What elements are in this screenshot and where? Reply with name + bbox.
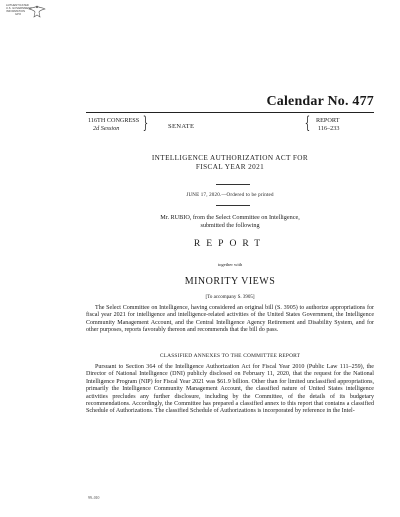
report-label: REPORT (316, 117, 340, 124)
title-line: FISCAL YEAR 2021 (195, 163, 265, 171)
congress-label: 116TH CONGRESS (88, 117, 140, 124)
right-brace-icon: } (142, 113, 149, 133)
seal-line: U.S. GOVERNMENT (6, 7, 32, 11)
seal-line: INFORMATION (6, 10, 26, 14)
authentication-seal (6, 4, 58, 22)
seal-line: AUTHENTICATED (6, 4, 29, 7)
header-rule (86, 112, 374, 113)
congress-block (88, 117, 139, 132)
session-label: 2d Session (93, 124, 120, 132)
classified-annex-paragraph: Pursuant to Section 364 of the Intelligence Authorization Act for Fiscal Year 2010 (Public Law 111–259), the Director of National Intelligence (DNI) publicly disclosed on February 11, 2020, that the request for the National Intelligence Program (NIP) for Fiscal Year 2021 was $61.9 billion. Other than for limited unclassified appropriations, primarily the Intelligence Community Management Account, the classified nature of United States intelligence activities precludes any further disclosure, including by the Committee, of the details of its budgetary recommendations. Accordingly, the Committee has prepared a classified annex to this report that contains a classified Schedule of Authorizations. The classified Schedule of Authorizations is incorporated by reference in the Intel- (86, 364, 374, 415)
report-number: 116–233 (318, 124, 340, 132)
document-title (86, 154, 374, 172)
report-heading: REPORT (193, 238, 267, 249)
divider (216, 205, 250, 206)
title-line: INTELLIGENCE AUTHORIZATION ACT FOR (151, 154, 309, 162)
intro-paragraph: The Select Committee on Intelligence, having considered an original bill (S. 3905) to authorize appropriations for fiscal year 2021 for intelligence and intelligence-related activities of the United States Government, the Intelligence Community Management Account, and the Central Intelligence Agency Retirement and Disability System, and for other purposes, reports favorably thereon and recommends that the bill do pass. (86, 305, 374, 334)
accompany-note: [To accompany S. 3905] (205, 295, 255, 300)
section-heading: CLASSIFIED ANNEXES TO THE COMMITTEE REPORT (159, 353, 301, 359)
chamber-label: SENATE (168, 123, 195, 130)
seal-line: GPO (15, 13, 22, 17)
left-brace-icon: { (304, 113, 311, 133)
calendar-number: Calendar No. 477 (266, 94, 374, 109)
submission-line: submitted the following (200, 222, 260, 229)
together-with: together with (217, 262, 243, 267)
divider (216, 184, 250, 185)
report-block (316, 117, 339, 132)
document-code: 99–010 (88, 496, 100, 500)
submission-line: Mr. RUBIO, from the Select Committee on Intelligence, (160, 214, 300, 221)
eagle-seal-icon (28, 4, 46, 20)
printed-note: JUNE 17, 2020.—Ordered to be printed (186, 193, 274, 198)
minority-views-heading: MINORITY VIEWS (184, 276, 276, 287)
submission-statement (96, 214, 364, 230)
